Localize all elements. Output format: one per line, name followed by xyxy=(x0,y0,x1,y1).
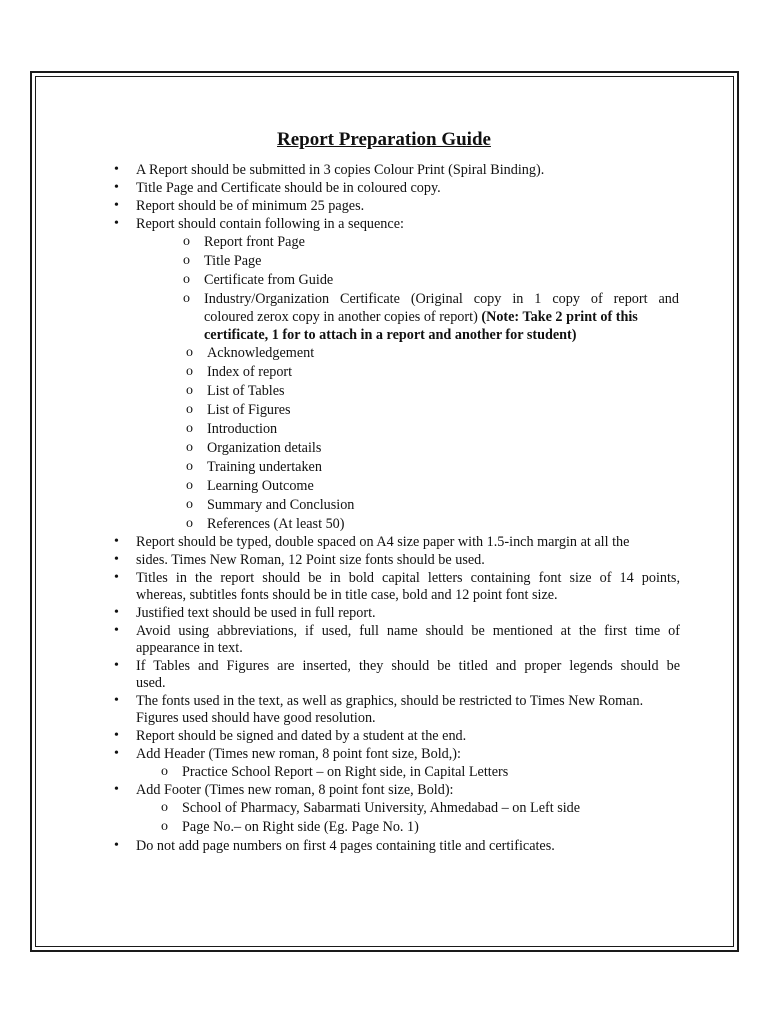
bullet-icon: • xyxy=(114,782,119,797)
bullet-icon: • xyxy=(114,216,119,231)
sub-bullet-icon: o xyxy=(161,819,168,834)
bullet-icon: • xyxy=(114,838,119,853)
note-text: certificate, 1 for to attach in a report and another for student) xyxy=(204,327,577,343)
list-item: References (At least 50) xyxy=(207,516,345,532)
sub-bullet-icon: o xyxy=(186,383,193,398)
list-item-continued: whereas, subtitles fonts should be in title case, bold and 12 point font size. xyxy=(136,587,558,603)
list-item: Title Page xyxy=(204,253,262,269)
sub-bullet-icon: o xyxy=(161,764,168,779)
sub-bullet-icon: o xyxy=(183,234,190,249)
list-item: If Tables and Figures are inserted, they should be titled and proper legends should be xyxy=(136,658,680,674)
bullet-icon: • xyxy=(114,162,119,177)
list-item: Add Footer (Times new roman, 8 point font size, Bold): xyxy=(136,782,454,798)
sub-bullet-icon: o xyxy=(186,402,193,417)
list-item: Industry/Organization Certificate (Original copy in 1 copy of report and xyxy=(204,291,679,307)
bullet-icon: • xyxy=(114,552,119,567)
list-item: Do not add page numbers on first 4 pages containing title and certificates. xyxy=(136,838,555,854)
bullet-icon: • xyxy=(114,623,119,638)
list-item-continued: appearance in text. xyxy=(136,640,243,656)
list-item: sides. Times New Roman, 12 Point size fonts should be used. xyxy=(136,552,485,568)
bullet-icon: • xyxy=(114,693,119,708)
list-item: List of Figures xyxy=(207,402,291,418)
sub-bullet-icon: o xyxy=(186,516,193,531)
list-item: Report front Page xyxy=(204,234,305,250)
sub-bullet-icon: o xyxy=(186,364,193,379)
sub-bullet-icon: o xyxy=(186,345,193,360)
bullet-icon: • xyxy=(114,534,119,549)
list-item: Training undertaken xyxy=(207,459,322,475)
sub-bullet-icon: o xyxy=(186,478,193,493)
document-title: Report Preparation Guide xyxy=(277,129,491,150)
list-item: Report should be signed and dated by a student at the end. xyxy=(136,728,467,744)
list-item: Avoid using abbreviations, if used, full name should be mentioned at the first time of xyxy=(136,623,680,639)
list-item: Report should contain following in a sequence: xyxy=(136,216,404,232)
list-item: Title Page and Certificate should be in coloured copy. xyxy=(136,180,441,196)
sub-bullet-icon: o xyxy=(186,497,193,512)
list-item: Titles in the report should be in bold capital letters containing font size of 14 points, xyxy=(136,570,680,586)
sub-bullet-icon: o xyxy=(183,291,190,306)
list-item: Report should be of minimum 25 pages. xyxy=(136,198,365,214)
list-item-continued xyxy=(204,308,638,326)
list-item: Practice School Report – on Right side, in Capital Letters xyxy=(182,764,509,780)
sub-bullet-icon: o xyxy=(183,272,190,287)
list-item-continued: used. xyxy=(136,675,166,691)
list-item: Acknowledgement xyxy=(207,345,315,361)
sub-bullet-icon: o xyxy=(186,459,193,474)
sub-bullet-icon: o xyxy=(161,800,168,815)
list-item: Summary and Conclusion xyxy=(207,497,355,513)
sub-bullet-icon: o xyxy=(183,253,190,268)
bullet-icon: • xyxy=(114,658,119,673)
list-item: Index of report xyxy=(207,364,293,380)
note-text: (Note: Take 2 print of this xyxy=(481,309,638,325)
bullet-icon: • xyxy=(114,728,119,743)
list-item: Add Header (Times new roman, 8 point font size, Bold,): xyxy=(136,746,461,762)
list-item: Certificate from Guide xyxy=(204,272,334,288)
sub-bullet-icon: o xyxy=(186,440,193,455)
sub-bullet-icon: o xyxy=(186,421,193,436)
list-item: Page No.– on Right side (Eg. Page No. 1) xyxy=(182,819,419,835)
list-item-text: coloured zerox copy in another copies of report) xyxy=(204,309,478,325)
bullet-icon: • xyxy=(114,180,119,195)
list-item: School of Pharmacy, Sabarmati University, Ahmedabad – on Left side xyxy=(182,800,581,816)
list-item: A Report should be submitted in 3 copies Colour Print (Spiral Binding). xyxy=(136,162,545,178)
bullet-icon: • xyxy=(114,746,119,761)
bullet-icon: • xyxy=(114,605,119,620)
list-item: The fonts used in the text, as well as graphics, should be restricted to Times New Roman. xyxy=(136,693,644,709)
list-item: Report should be typed, double spaced on A4 size paper with 1.5-inch margin at all the xyxy=(136,534,630,550)
list-item-continued: Figures used should have good resolution. xyxy=(136,710,376,726)
list-item: Introduction xyxy=(207,421,278,437)
list-item: Learning Outcome xyxy=(207,478,314,494)
list-item: Justified text should be used in full report. xyxy=(136,605,376,621)
bullet-icon: • xyxy=(114,570,119,585)
bullet-icon: • xyxy=(114,198,119,213)
list-item: Organization details xyxy=(207,440,322,456)
list-item: List of Tables xyxy=(207,383,285,399)
